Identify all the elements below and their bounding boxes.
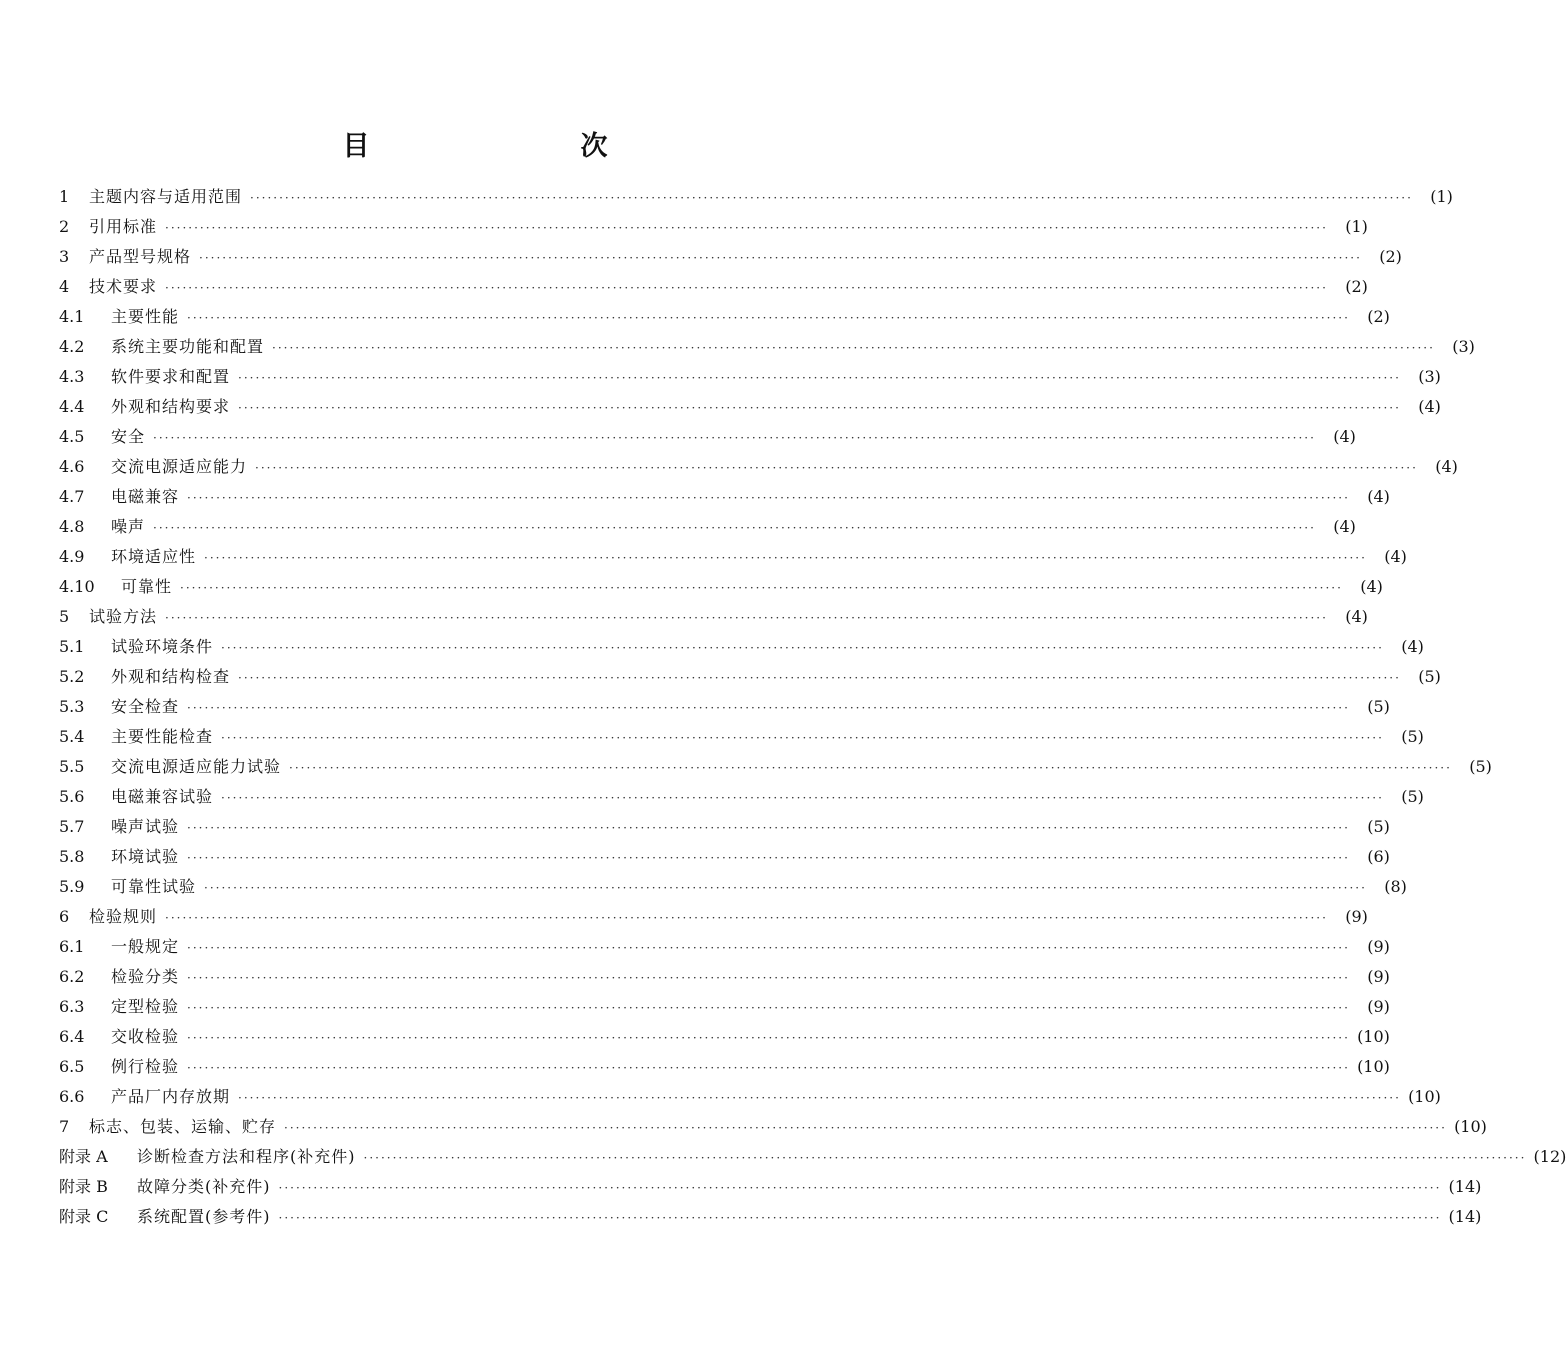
toc-entry xyxy=(59,842,1390,872)
toc-entry-page: (10) xyxy=(1357,1057,1390,1076)
toc-entry xyxy=(59,422,1356,452)
toc-leader-dots: ········································································································································································································ xyxy=(272,341,1435,355)
toc-leader-dots: ········································································································································································································ xyxy=(238,401,1401,415)
toc-entry-title: 可靠性试验 xyxy=(111,877,197,896)
toc-entry-title: 技术要求 xyxy=(89,277,158,296)
toc-entry-title: 交流电源适应能力试验 xyxy=(111,757,282,776)
toc-entry-title: 检验规则 xyxy=(89,907,158,926)
toc-entry-title: 主要性能 xyxy=(111,307,180,326)
toc-entry-title: 外观和结构检查 xyxy=(111,667,231,686)
toc-entry-page: (4) xyxy=(1384,547,1407,566)
toc-leader-dots: ········································································································································································································ xyxy=(180,581,1343,595)
toc-entry-page: (10) xyxy=(1408,1087,1441,1106)
toc-entry-number: 4.7 xyxy=(59,487,85,506)
toc-entry-number: 6.2 xyxy=(59,967,85,986)
toc-entry-page: (4) xyxy=(1345,607,1368,626)
toc-entry-title: 定型检验 xyxy=(111,997,180,1016)
toc-entry-page: (9) xyxy=(1367,997,1390,1016)
toc-entry-page: (4) xyxy=(1367,487,1390,506)
toc-entry-page: (4) xyxy=(1401,637,1424,656)
toc-entry xyxy=(59,1112,1487,1142)
toc-entry xyxy=(59,602,1368,632)
toc-entry-title: 主要性能检查 xyxy=(111,727,214,746)
toc-entry-number: 附录 B xyxy=(59,1177,108,1196)
toc-entry xyxy=(59,542,1407,572)
toc-entry-number: 附录 A xyxy=(59,1147,108,1166)
toc-entry xyxy=(59,1172,1482,1202)
toc-entry xyxy=(59,482,1390,512)
toc-entry xyxy=(59,1022,1390,1052)
toc-leader-dots: ········································································································································································································ xyxy=(187,941,1350,955)
toc-entry xyxy=(59,332,1475,362)
toc-leader-dots: ········································································································································································································ xyxy=(153,431,1316,445)
toc-entry-page: (4) xyxy=(1435,457,1458,476)
toc-entry-number: 6.6 xyxy=(59,1087,85,1106)
toc-entry-number: 4.2 xyxy=(59,337,85,356)
toc-leader-dots: ········································································································································································································ xyxy=(187,1061,1350,1075)
toc-leader-dots: ········································································································································································································ xyxy=(221,641,1384,655)
toc-entry-number: 附录 C xyxy=(59,1207,109,1226)
toc-leader-dots: ········································································································································································································ xyxy=(204,551,1367,565)
toc-leader-dots: ········································································································································································································ xyxy=(165,281,1328,295)
toc-entry-number: 6.4 xyxy=(59,1027,85,1046)
toc-entry-page: (2) xyxy=(1345,277,1368,296)
toc-entry-title: 主题内容与适用范围 xyxy=(89,187,243,206)
toc-leader-dots: ········································································································································································································ xyxy=(153,521,1316,535)
toc-entry-number: 2 xyxy=(59,217,70,236)
toc-entry xyxy=(59,1052,1390,1082)
toc-entry-page: (5) xyxy=(1401,787,1424,806)
toc-entry-page: (4) xyxy=(1360,577,1383,596)
toc-leader-dots: ········································································································································································································ xyxy=(250,191,1413,205)
toc-entry-number: 5.9 xyxy=(59,877,85,896)
toc-leader-dots: ········································································································································································································ xyxy=(187,1031,1350,1045)
toc-entry-title: 引用标准 xyxy=(89,217,158,236)
toc-entry-page: (5) xyxy=(1367,817,1390,836)
toc-entry-page: (2) xyxy=(1379,247,1402,266)
toc-entry-title: 电磁兼容试验 xyxy=(111,787,214,806)
toc-entry xyxy=(59,512,1356,542)
toc-entry xyxy=(59,632,1424,662)
toc-entry-page: (5) xyxy=(1367,697,1390,716)
toc-entry-number: 3 xyxy=(59,247,70,266)
toc-leader-dots: ········································································································································································································ xyxy=(187,971,1350,985)
toc-entry-title: 例行检验 xyxy=(111,1057,180,1076)
toc-entry-page: (3) xyxy=(1452,337,1475,356)
toc-entry xyxy=(59,722,1424,752)
toc-entry-title: 噪声 xyxy=(111,517,146,536)
toc-entry-page: (5) xyxy=(1469,757,1492,776)
toc-leader-dots: ········································································································································································································ xyxy=(238,1091,1401,1105)
toc-leader-dots: ········································································································································································································ xyxy=(187,851,1350,865)
toc-leader-dots: ········································································································································································································ xyxy=(221,791,1384,805)
toc-leader-dots: ········································································································································································································ xyxy=(238,371,1401,385)
toc-entry-title: 噪声试验 xyxy=(111,817,180,836)
toc-entry-page: (2) xyxy=(1367,307,1390,326)
toc-entry-title: 产品厂内存放期 xyxy=(111,1087,231,1106)
toc-entry xyxy=(59,272,1368,302)
toc-leader-dots: ········································································································································································································ xyxy=(289,761,1452,775)
toc-entry-number: 4.9 xyxy=(59,547,85,566)
toc-leader-dots: ········································································································································································································ xyxy=(255,461,1418,475)
toc-entry-page: (5) xyxy=(1418,667,1441,686)
toc-entry-title: 电磁兼容 xyxy=(111,487,180,506)
toc-entry-page: (14) xyxy=(1448,1207,1482,1226)
toc-entry-number: 4.8 xyxy=(59,517,85,536)
toc-entry-number: 5.8 xyxy=(59,847,85,866)
toc-leader-dots: ········································································································································································································ xyxy=(284,1121,1447,1135)
toc-entry-number: 7 xyxy=(59,1117,70,1136)
toc-entry xyxy=(59,782,1424,812)
toc-entry-number: 6.1 xyxy=(59,937,85,956)
toc-leader-dots: ········································································································································································································ xyxy=(165,611,1328,625)
toc-entry-number: 5.7 xyxy=(59,817,85,836)
toc-entry-title: 软件要求和配置 xyxy=(111,367,231,386)
toc-entry-number: 5.1 xyxy=(59,637,85,656)
toc-leader-dots: ········································································································································································································ xyxy=(187,701,1350,715)
toc-leader-dots: ········································································································································································································ xyxy=(187,821,1350,835)
toc-entry xyxy=(59,212,1368,242)
toc-entry-page: (5) xyxy=(1401,727,1424,746)
toc-leader-dots: ········································································································································································································ xyxy=(165,221,1328,235)
toc-entry-title: 安全检查 xyxy=(111,697,180,716)
toc-entry-title: 产品型号规格 xyxy=(89,247,192,266)
toc-entry-title: 检验分类 xyxy=(111,967,180,986)
toc-entry xyxy=(59,992,1390,1022)
toc-entry-title: 交收检验 xyxy=(111,1027,180,1046)
toc-entry xyxy=(59,932,1390,962)
toc-entry-number: 4 xyxy=(59,277,70,296)
toc-entry xyxy=(59,362,1441,392)
toc-entry-page: (4) xyxy=(1333,427,1356,446)
toc-entry-page: (10) xyxy=(1454,1117,1487,1136)
toc-entry-number: 5.3 xyxy=(59,697,85,716)
toc-entry xyxy=(59,962,1390,992)
toc-entry xyxy=(59,242,1402,272)
toc-entry-number: 4.5 xyxy=(59,427,85,446)
toc-leader-dots: ········································································································································································································ xyxy=(363,1151,1527,1165)
toc-entry-number: 4.4 xyxy=(59,397,85,416)
toc-entry xyxy=(59,752,1492,782)
toc-entry xyxy=(59,1082,1441,1112)
toc-leader-dots: ········································································································································································································ xyxy=(204,881,1367,895)
toc-entry xyxy=(59,392,1441,422)
toc-entry xyxy=(59,302,1390,332)
toc-entry xyxy=(59,1142,1566,1172)
toc-entry-number: 5.4 xyxy=(59,727,85,746)
toc-entry xyxy=(59,662,1441,692)
toc-leader-dots: ········································································································································································································ xyxy=(187,311,1350,325)
toc-entry-page: (9) xyxy=(1345,907,1368,926)
toc-entry-page: (14) xyxy=(1448,1177,1482,1196)
toc-leader-dots: ········································································································································································································ xyxy=(238,671,1401,685)
toc-entry-title: 试验方法 xyxy=(89,607,158,626)
toc-entry-page: (3) xyxy=(1418,367,1441,386)
toc-entry-number: 6.3 xyxy=(59,997,85,1016)
toc-leader-dots: ········································································································································································································ xyxy=(165,911,1328,925)
toc-entry-title: 标志、包装、运输、贮存 xyxy=(89,1117,277,1136)
toc-entry-title: 环境试验 xyxy=(111,847,180,866)
toc-leader-dots: ········································································································································································································ xyxy=(278,1181,1442,1195)
toc-entry-page: (1) xyxy=(1430,187,1453,206)
toc-entry xyxy=(59,572,1383,602)
toc-entry xyxy=(59,1202,1482,1232)
toc-entry-title: 系统配置(参考件) xyxy=(137,1207,271,1226)
toc-entry-page: (4) xyxy=(1418,397,1441,416)
toc-entry-page: (12) xyxy=(1533,1147,1566,1166)
toc-entry-title: 系统主要功能和配置 xyxy=(111,337,265,356)
toc-entry-page: (4) xyxy=(1333,517,1356,536)
toc-entry-page: (9) xyxy=(1367,967,1390,986)
toc-leader-dots: ········································································································································································································ xyxy=(278,1211,1442,1225)
toc-leader-dots: ········································································································································································································ xyxy=(199,251,1362,265)
toc-entry xyxy=(59,692,1390,722)
toc-entry-page: (9) xyxy=(1367,937,1390,956)
toc-entry xyxy=(59,902,1368,932)
toc-entry-title: 外观和结构要求 xyxy=(111,397,231,416)
toc-entry-title: 诊断检查方法和程序(补充件) xyxy=(137,1147,356,1166)
toc-entry-number: 5.5 xyxy=(59,757,85,776)
toc-entry-title: 一般规定 xyxy=(111,937,180,956)
table-of-contents xyxy=(59,182,1566,1232)
page-title: 目 次 xyxy=(342,131,700,162)
toc-entry-number: 1 xyxy=(59,187,70,206)
toc-entry-number: 6 xyxy=(59,907,70,926)
toc-entry-number: 4.6 xyxy=(59,457,85,476)
toc-entry-number: 5.2 xyxy=(59,667,85,686)
toc-entry-page: (10) xyxy=(1357,1027,1390,1046)
toc-entry xyxy=(59,812,1390,842)
toc-entry-number: 5 xyxy=(59,607,70,626)
toc-entry-title: 交流电源适应能力 xyxy=(111,457,248,476)
toc-leader-dots: ········································································································································································································ xyxy=(187,491,1350,505)
toc-entry xyxy=(59,872,1407,902)
toc-entry-title: 故障分类(补充件) xyxy=(137,1177,271,1196)
toc-entry-title: 试验环境条件 xyxy=(111,637,214,656)
toc-entry xyxy=(59,452,1458,482)
toc-entry-number: 4.10 xyxy=(59,577,95,596)
toc-entry-number: 6.5 xyxy=(59,1057,85,1076)
toc-entry-number: 4.3 xyxy=(59,367,85,386)
toc-entry-number: 4.1 xyxy=(59,307,85,326)
toc-entry-page: (1) xyxy=(1345,217,1368,236)
toc-leader-dots: ········································································································································································································ xyxy=(187,1001,1350,1015)
toc-entry-page: (8) xyxy=(1384,877,1407,896)
toc-entry-title: 环境适应性 xyxy=(111,547,197,566)
toc-entry xyxy=(59,182,1453,212)
toc-entry-page: (6) xyxy=(1367,847,1390,866)
toc-entry-title: 安全 xyxy=(111,427,146,446)
toc-entry-title: 可靠性 xyxy=(121,577,173,596)
toc-entry-number: 5.6 xyxy=(59,787,85,806)
toc-leader-dots: ········································································································································································································ xyxy=(221,731,1384,745)
